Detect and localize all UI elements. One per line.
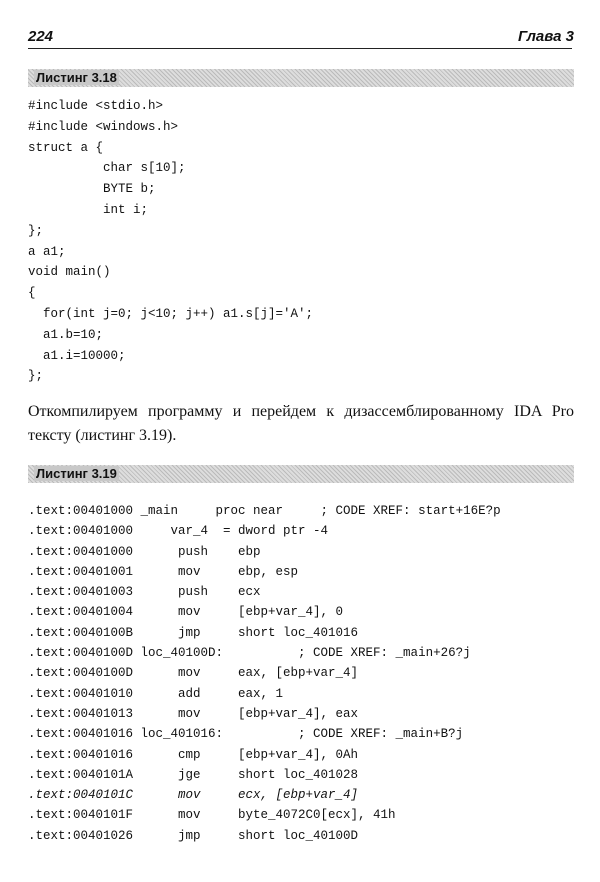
code-line: }; <box>28 369 44 384</box>
code-listing-c <box>28 96 313 387</box>
code-line: .text:0040101C mov ecx, [ebp+var_4] <box>28 788 359 803</box>
code-line: void main() <box>28 265 111 280</box>
code-line: .text:00401003 push ecx <box>28 585 261 600</box>
code-line: }; <box>28 223 44 238</box>
code-line: .text:0040101F mov byte_4072C0[ecx], 41h <box>28 808 396 823</box>
body-paragraph: Откомпилируем программу и перейдем к дизассемблированному IDA Pro тексту (листинг 3.19). <box>28 403 574 444</box>
code-line: .text:00401026 jmp short loc_40100D <box>28 828 359 843</box>
code-line: { <box>28 286 36 301</box>
code-line: .text:00401000 _main proc near ; CODE XREF: start+16E?p <box>28 504 501 518</box>
code-line: .text:0040100D mov eax, [ebp+var_4] <box>28 666 359 681</box>
code-listing-asm <box>28 501 501 846</box>
code-line: .text:00401016 cmp [ebp+var_4], 0Ah <box>28 747 359 762</box>
code-line: .text:00401004 mov [ebp+var_4], 0 <box>28 605 344 620</box>
code-line: for(int j=0; j<10; j++) a1.s[j]='A'; <box>28 306 314 321</box>
code-line: .text:00401010 add eax, 1 <box>28 686 284 701</box>
listing-title: Листинг 3.18 <box>36 70 117 85</box>
code-line: .text:00401001 mov ebp, esp <box>28 564 299 579</box>
code-line: #include <windows.h> <box>28 119 179 134</box>
code-line: .text:0040101A jge short loc_401028 <box>28 767 359 782</box>
listing-header-bar <box>28 465 574 483</box>
code-line: char s[10]; <box>28 161 186 176</box>
code-line: a1.b=10; <box>28 327 104 342</box>
code-line: int i; <box>28 202 149 217</box>
code-line: .text:0040100D loc_40100D: ; CODE XREF: _main+26?j <box>28 646 471 661</box>
code-line: .text:00401000 var_4 = dword ptr -4 <box>28 524 329 539</box>
code-line: .text:0040100B jmp short loc_401016 <box>28 625 359 640</box>
chapter-title: Глава 3 <box>517 28 574 45</box>
code-line: struct a { <box>28 140 104 155</box>
page-number: 224 <box>28 28 54 45</box>
code-line: .text:00401016 loc_401016: ; CODE XREF: _main+B?j <box>28 727 464 742</box>
header-rule <box>28 48 572 49</box>
code-line: a a1; <box>28 244 66 259</box>
code-line: a1.i=10000; <box>28 348 126 363</box>
code-line: .text:00401013 mov [ebp+var_4], eax <box>28 706 359 721</box>
listing-title: Листинг 3.19 <box>36 466 117 481</box>
code-line: .text:00401000 push ebp <box>28 544 261 559</box>
listing-header-bar <box>28 69 574 87</box>
code-line: BYTE b; <box>28 182 156 197</box>
code-line: #include <stdio.h> <box>28 99 164 113</box>
